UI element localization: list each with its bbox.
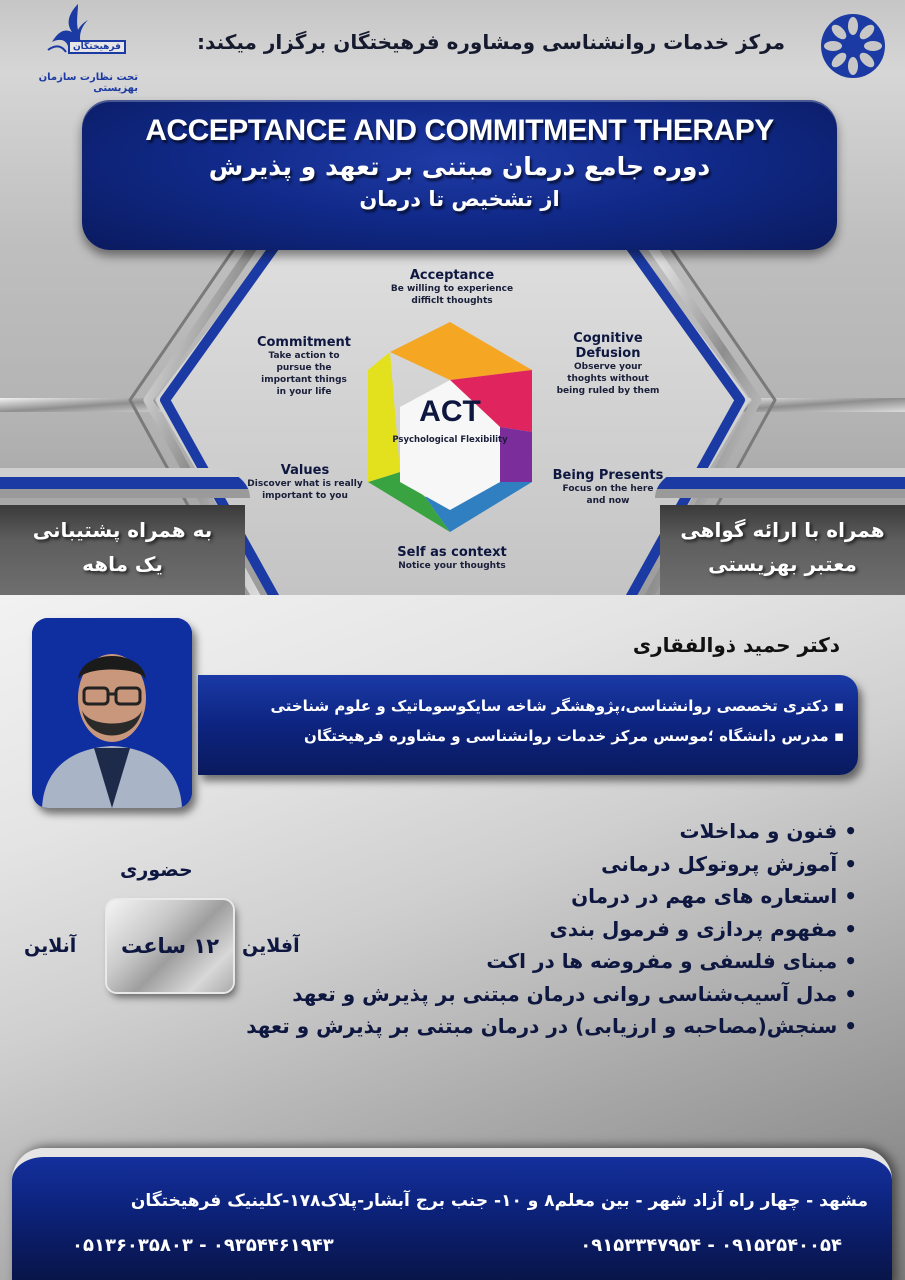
topic-item: • فنون و مداخلات bbox=[246, 815, 857, 848]
phone-numbers-landline: ۰۵۱۳۶۰۳۵۸۰۳ - ۰۹۳۵۴۴۶۱۹۴۳ bbox=[72, 1235, 334, 1256]
support-line-1: به همراه پشتیبانی bbox=[32, 518, 213, 542]
topic-item: • مفهوم پردازی و فرمول بندی bbox=[246, 913, 857, 946]
topic-item: • سنجش(مصاحبه و ارزیابی) در درمان مبتنی بر پذیرش و تعهد bbox=[246, 1010, 857, 1043]
right-blue-stripe bbox=[655, 468, 905, 498]
bio-line: ▪ مدرس دانشگاه ؛موسس مرکز خدمات روانشناسی و مشاوره فرهیختگان bbox=[198, 721, 844, 751]
address: مشهد - چهار راه آزاد شهر - بین معلم۸ و ۱۰- جنب برج آبشار-پلاک۱۷۸-کلینیک فرهیختگان bbox=[130, 1191, 868, 1211]
behzisti-flower-emblem-icon bbox=[819, 12, 887, 80]
bio-line: ▪ دکتری تخصصی روانشناسی،پژوهشگر شاخه سایکوسوماتیک و علوم شناختی bbox=[198, 691, 844, 721]
act-title: ACT bbox=[419, 395, 481, 428]
mode-online: آنلاین bbox=[24, 935, 77, 957]
process-acceptance: Acceptance Be willing to experience difficlt thoughts bbox=[390, 268, 514, 306]
topic-item: • آموزش پروتوکل درمانی bbox=[246, 848, 857, 881]
bird-logo-icon bbox=[38, 2, 121, 62]
title-persian: دوره جامع درمان مبتنی بر تعهد و پذیرش bbox=[208, 152, 711, 181]
instructor-name: دکتر حمید ذوالفقاری bbox=[632, 633, 840, 657]
act-center bbox=[390, 395, 510, 445]
instructor-bio bbox=[198, 675, 858, 775]
contact-footer bbox=[12, 1148, 892, 1280]
supervision-caption: تحت نظارت سازمان بهزیستی bbox=[38, 72, 138, 94]
certificate-panel bbox=[660, 505, 905, 595]
process-self-as-context: Self as context Notice your thoughts bbox=[397, 545, 507, 571]
course-topics bbox=[246, 815, 857, 1043]
process-being-present: Being Presents Focus on the here and now bbox=[552, 468, 664, 506]
support-panel bbox=[0, 505, 245, 595]
act-subtitle: Psychological Flexibility bbox=[392, 435, 508, 445]
topic-item: • استعاره های مهم در درمان bbox=[246, 880, 857, 913]
course-title-box bbox=[82, 100, 837, 250]
farhikhtegan-logo bbox=[8, 2, 138, 94]
hours-badge: ۱۲ ساعت bbox=[107, 900, 233, 992]
mode-in-person: حضوری bbox=[120, 859, 193, 881]
instructor-photo bbox=[32, 618, 192, 808]
process-values: Values Discover what is really important to you bbox=[247, 463, 363, 501]
title-subtitle: از تشخیص تا درمان bbox=[359, 187, 560, 211]
topic-item: • مبنای فلسفی و مفروضه ها در اکت bbox=[246, 945, 857, 978]
process-cognitive-defusion: Cognitive Defusion Observe your thoghts without being ruled by them bbox=[556, 331, 660, 396]
phone-numbers-mobile: ۰۹۱۵۳۳۴۷۹۵۴ - ۰۹۱۵۲۵۴۰۰۵۴ bbox=[580, 1235, 842, 1256]
organizer-heading: مرکز خدمات روانشناسی ومشاوره فرهیختگان برگزار میکند: bbox=[197, 30, 785, 54]
certificate-line-1: همراه با ارائه گواهی bbox=[680, 518, 885, 542]
support-line-2: یک ماهه bbox=[82, 552, 163, 576]
mode-offline: آفلاین bbox=[242, 935, 300, 957]
process-commitment: Commitment Take action to pursue the important things in your life bbox=[256, 335, 352, 397]
logo-label: فرهیختگان bbox=[68, 40, 126, 54]
topic-item: • مدل آسیب‌شناسی روانی درمان مبتنی بر پذیرش و تعهد bbox=[246, 978, 857, 1011]
left-blue-stripe bbox=[0, 468, 250, 498]
certificate-line-2: معتبر بهزیستی bbox=[708, 552, 857, 576]
course-format bbox=[20, 855, 320, 1005]
title-english: ACCEPTANCE AND COMMITMENT THERAPY bbox=[145, 114, 774, 147]
